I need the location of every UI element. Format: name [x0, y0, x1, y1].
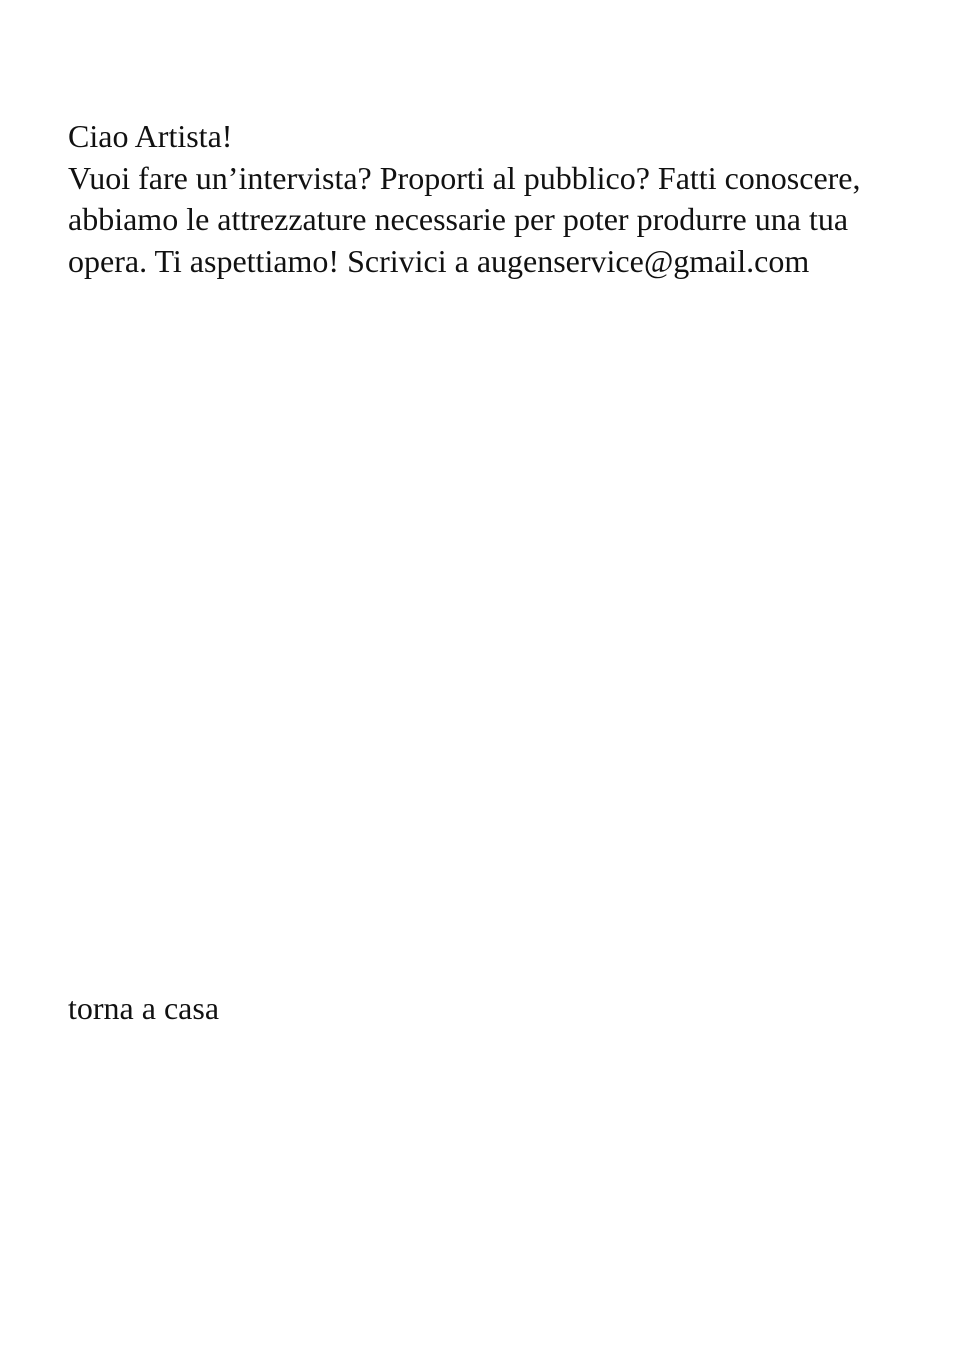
home-link[interactable]: torna a casa: [68, 990, 220, 1026]
intro-paragraph-line: abbiamo le attrezzature necessarie per poter produrre una tua: [68, 201, 849, 237]
intro-paragraph-line: Vuoi fare un’intervista? Proporti al pubblico? Fatti conoscere,: [68, 159, 861, 196]
intro-paragraph-line: opera. Ti aspettiamo! Scrivici a augenservice@gmail.com: [68, 242, 810, 279]
greeting-heading: Ciao Artista!: [68, 118, 233, 154]
intro-text-block: [68, 116, 938, 282]
